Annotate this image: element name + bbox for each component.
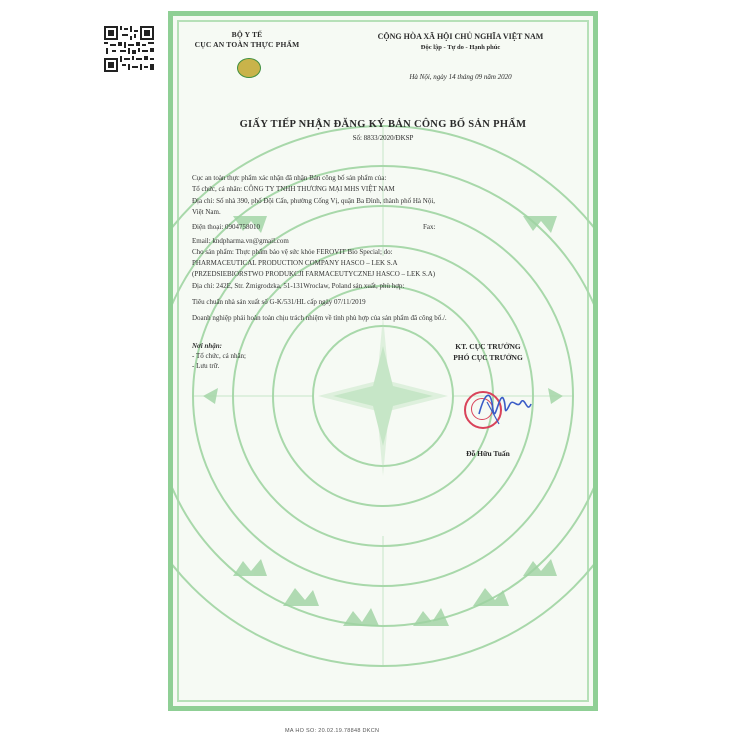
- organization-line: Tổ chức, cá nhân: CÔNG TY TNHH THƯƠNG MẠI MHS VIỆT NAM: [192, 185, 395, 193]
- issue-date: Hà Nội, ngày 14 tháng 09 năm 2020: [409, 73, 512, 81]
- manufacturer-address: Địa chỉ: 242E, Str. Żmigrodzka, 51-131Wroclaw, Poland sản xuất, phù hợp:: [192, 282, 405, 290]
- handwritten-signature: [473, 384, 533, 430]
- ministry-name: BỘ Y TẾ: [231, 30, 263, 39]
- manufacturer-line-2: (PRZEDSIEBIORSTWO PRODUKCJI FARMACEUTYCZNEJ HASCO – LEK S.A): [192, 270, 436, 278]
- document-number: Số: 8833/2020/ĐKSP: [352, 134, 414, 142]
- manufacturer-line-1: PHARMACEUTICAL PRODUCTION COMPANY HASCO – LEK S.A: [192, 259, 398, 267]
- country-name: CỘNG HÒA XÃ HỘI CHỦ NGHĨA VIỆT NAM: [377, 32, 544, 41]
- agency-logo-icon: [237, 58, 261, 78]
- recipient-item: - Tổ chức, cá nhân;: [192, 352, 247, 360]
- address-line-1: Địa chỉ: Số nhà 390, phố Đội Cấn, phường Cống Vị, quận Ba Đình, thành phố Hà Nội,: [192, 197, 436, 205]
- intro-line: Cục an toàn thực phẩm xác nhận đã nhận Bản công bố sản phẩm của:: [192, 174, 387, 182]
- recipient-item: - Lưu trữ.: [192, 362, 220, 370]
- fax-line: Fax:: [423, 223, 436, 231]
- document-title: GIẤY TIẾP NHẬN ĐĂNG KÝ BẢN CÔNG BỐ SẢN PHẨM: [239, 119, 527, 130]
- signer-title-2: PHÓ CỤC TRƯỞNG: [453, 353, 523, 362]
- address-line-2: Việt Nam.: [192, 208, 221, 216]
- dossier-code: MA HO SO: 20.02.19.78848 DKCN: [285, 728, 380, 734]
- product-line: Cho sản phẩm: Thực phẩm bảo vệ sức khỏe FEROVIT Bio Special; do:: [192, 248, 393, 256]
- phone-line: Điện thoại: 0904758010: [192, 223, 261, 231]
- national-motto: Độc lập - Tự do - Hạnh phúc: [420, 44, 501, 51]
- recipients-label: Nơi nhận:: [192, 342, 223, 350]
- responsibility-line: Doanh nghiệp phải hoàn toàn chịu trách nhiệm về tính phù hợp của sản phẩm đã công bố./.: [192, 314, 447, 322]
- signer-title-1: KT. CỤC TRƯỞNG: [455, 342, 521, 351]
- standard-line: Tiêu chuẩn nhà sản xuất số G-K/531/HL cấp ngày 07/11/2019: [192, 298, 366, 306]
- agency-name: CỤC AN TOÀN THỰC PHẨM: [194, 40, 300, 49]
- email-line: Email: kndpharma.vn@gmail.com: [192, 237, 289, 245]
- signer-name: Đỗ Hữu Tuấn: [466, 449, 510, 458]
- certificate-document: [168, 11, 598, 711]
- qr-code-icon: [104, 26, 154, 72]
